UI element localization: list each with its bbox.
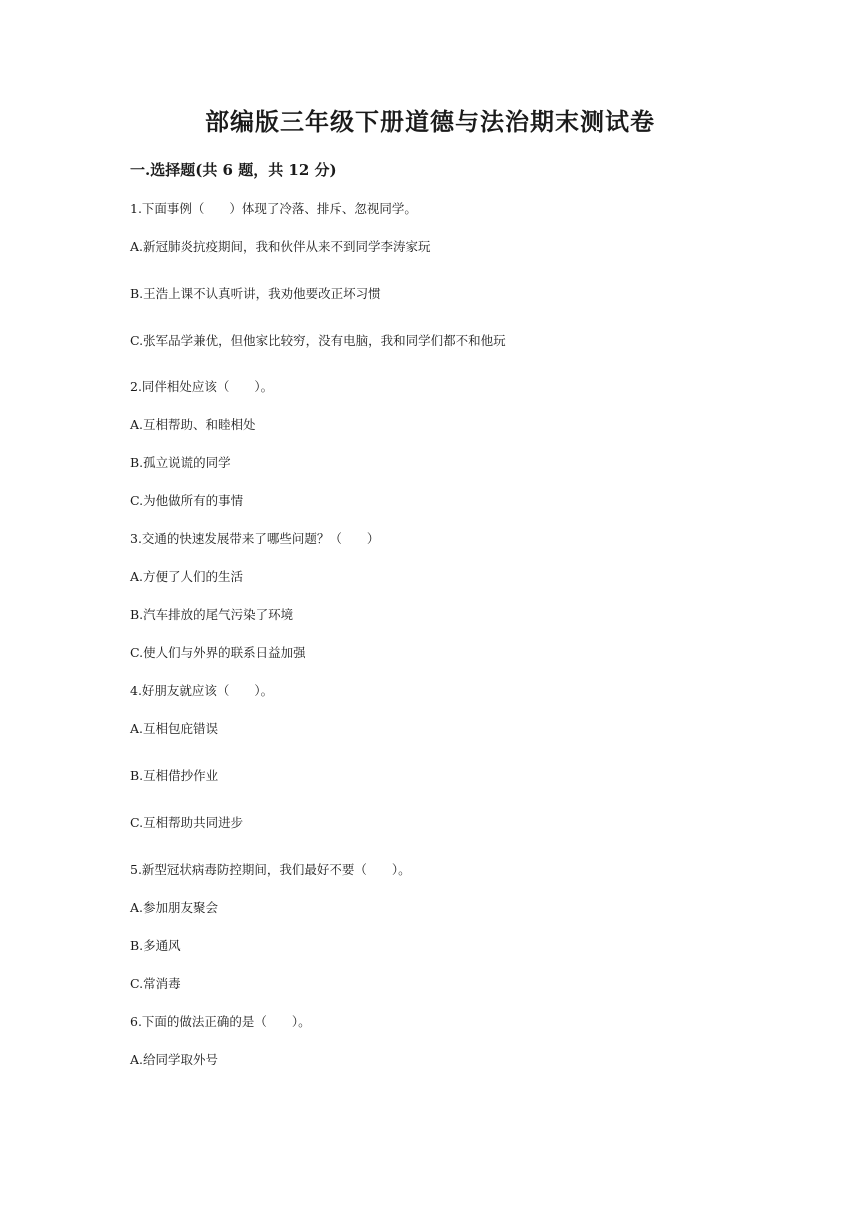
question-1-stem: 1.下面事例（ ）体现了冷落、排斥、忽视同学。 — [130, 201, 417, 216]
question-5-option-b: B.多通风 — [130, 938, 181, 953]
question-3-stem: 3.交通的快速发展带来了哪些问题？（ ） — [130, 531, 380, 546]
question-3-option-a: A.方便了人们的生活 — [130, 569, 244, 584]
question-3-option-c: C.使人们与外界的联系日益加强 — [130, 645, 306, 660]
question-4-stem: 4.好朋友就应该（ ）。 — [130, 683, 274, 698]
question-5-option-c: C.常消毒 — [130, 976, 181, 991]
question-2-option-b: B.孤立说谎的同学 — [130, 455, 231, 470]
question-4-option-c: C.互相帮助共同进步 — [130, 815, 244, 830]
question-5-stem: 5.新型冠状病毒防控期间，我们最好不要（ ）。 — [130, 862, 411, 877]
question-1-option-a: A.新冠肺炎抗疫期间，我和伙伴从来不到同学李涛家玩 — [130, 239, 431, 254]
question-6-option-a: A.给同学取外号 — [130, 1052, 219, 1067]
question-1-option-b: B.王浩上课不认真听讲，我劝他要改正坏习惯 — [130, 286, 381, 301]
section-title: 一.选择题(共 6 题，共 12 分) — [130, 161, 337, 179]
question-2-stem: 2.同伴相处应该（ ）。 — [130, 379, 274, 394]
question-2-option-c: C.为他做所有的事情 — [130, 493, 244, 508]
question-2-option-a: A.互相帮助、和睦相处 — [130, 417, 256, 432]
question-4-option-b: B.互相借抄作业 — [130, 768, 219, 783]
question-1-option-c: C.张军品学兼优，但他家比较穷，没有电脑，我和同学们都不和他玩 — [130, 333, 506, 348]
question-3-option-b: B.汽车排放的尾气污染了环境 — [130, 607, 294, 622]
question-6-stem: 6.下面的做法正确的是（ ）。 — [130, 1014, 311, 1029]
question-4-option-a: A.互相包庇错误 — [130, 721, 219, 736]
question-5-option-a: A.参加朋友聚会 — [130, 900, 219, 915]
document-title: 部编版三年级下册道德与法治期末测试卷 — [205, 107, 655, 136]
